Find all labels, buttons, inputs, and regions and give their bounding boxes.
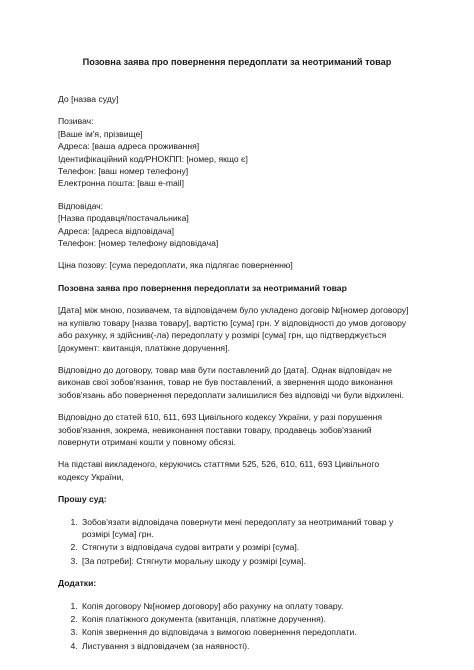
defendant-phone: Телефон: [номер телефону відповідача] [58,238,219,249]
list-item-text: розмірі [сума] грн. [82,528,154,539]
attachments-list [58,600,418,653]
list-item [80,555,418,567]
request-heading: Прошу суд: [58,494,107,505]
plaintiff-name: [Ваше ім'я, прізвище] [58,128,143,139]
plaintiff-id: Ідентифікаційний код/РНОКПП: [номер, якщо є] [58,153,248,164]
list-item-text: Листування з відповідачем (за наявності). [82,640,250,651]
list-item-text: Копія платіжного документа (квитанція, платіжне доручення). [82,614,326,624]
plaintiff-address: Адреса: [ваша адреса проживання] [58,141,200,152]
attachments-heading: Додатки: [58,578,97,589]
paragraph-line: виконав свої зобов'язання, товар не був поставлений, а звернення щодо виконання [58,377,393,388]
paragraph-line: Відповідно до статей 610, 611, 693 Цивільного кодексу України, у разі порушення [58,412,383,423]
paragraph-line: [Дата] між мною, позивачем, та відповідачем було укладено договір №[номер договору] [58,305,409,316]
list-item [80,541,418,553]
list-item [80,626,418,638]
paragraph-grounds [58,458,418,483]
defendant-section [58,200,418,250]
plaintiff-section [58,115,418,189]
list-item [80,640,418,652]
claim-price: Ціна позову: [сума передоплати, яка підлягає поверненню] [58,260,293,271]
request-list [58,516,418,568]
court-line: До [назва суду] [58,94,119,104]
list-item-text: 1. Зобов'язати відповідача повернути мені передоплату за неотриманий товар у [82,516,394,527]
document-title: Позовна заява про повернення передоплати за неотриманий товар [82,57,392,67]
paragraph-line: повернути отримані кошти у повному обсязі. [58,436,236,447]
paragraph-contract [58,304,418,354]
document-body [58,93,418,662]
list-item-text: Копія звернення до відповідача з вимогою повернення передоплати. [82,627,357,638]
plaintiff-phone: Телефон: [ваш номер телефону] [58,166,189,177]
paragraph-line: Відповідно до договору, товар мав бути поставлений до [дата]. Однак відповідач не [58,364,392,375]
defendant-label: Відповідач: [58,200,104,211]
defendant-address: Адреса: [адреса відповідача] [58,225,175,236]
list-item-text: Копія договору №[номер договору] або рахунку на оплату товару. [82,600,344,611]
paragraph-line: кодексу України, [58,471,124,482]
list-item [80,516,418,541]
paragraph-line: зобов'язання, зокрема, невиконання поставки товару, продавець зобов'язаний [58,424,372,435]
list-item-text: 2. Стягнути з відповідача судові витрати у розмірі [сума]. [82,542,300,553]
list-item-text: 3. [За потреби]: Стягнути моральну шкоду у розмірі [сума]. [82,555,306,566]
plaintiff-label: Позивач: [58,116,94,127]
paragraph-line: на купівлю товару [назва товару], вартістю [сума] грн. У відповідності до умов договору [58,317,407,328]
claim-subheading: Позовна заява про повернення передоплати за неотриманий товар [58,282,347,293]
defendant-name: [Назва продавця/постачальника] [58,213,189,224]
paragraph-line: [документ: квитанція, платіжне доручення]. [58,342,230,353]
list-item [80,600,418,612]
paragraph-line: На підставі викладеного, керуючись статтями 525, 526, 610, 611, 693 Цивільного [58,459,380,470]
paragraph-breach [58,364,418,401]
list-item [80,613,418,625]
plaintiff-email: Електронна пошта: [ваш e-mail] [58,178,184,189]
paragraph-legal-basis [58,411,418,448]
paragraph-line: або рахунку, я здійснив(-ла) передоплату у розмірі [сума] грн, що підтверджується [58,330,387,341]
paragraph-line: зобов'язань або повернення передоплати залишилися без відповіді чи були відхилені. [58,389,404,400]
